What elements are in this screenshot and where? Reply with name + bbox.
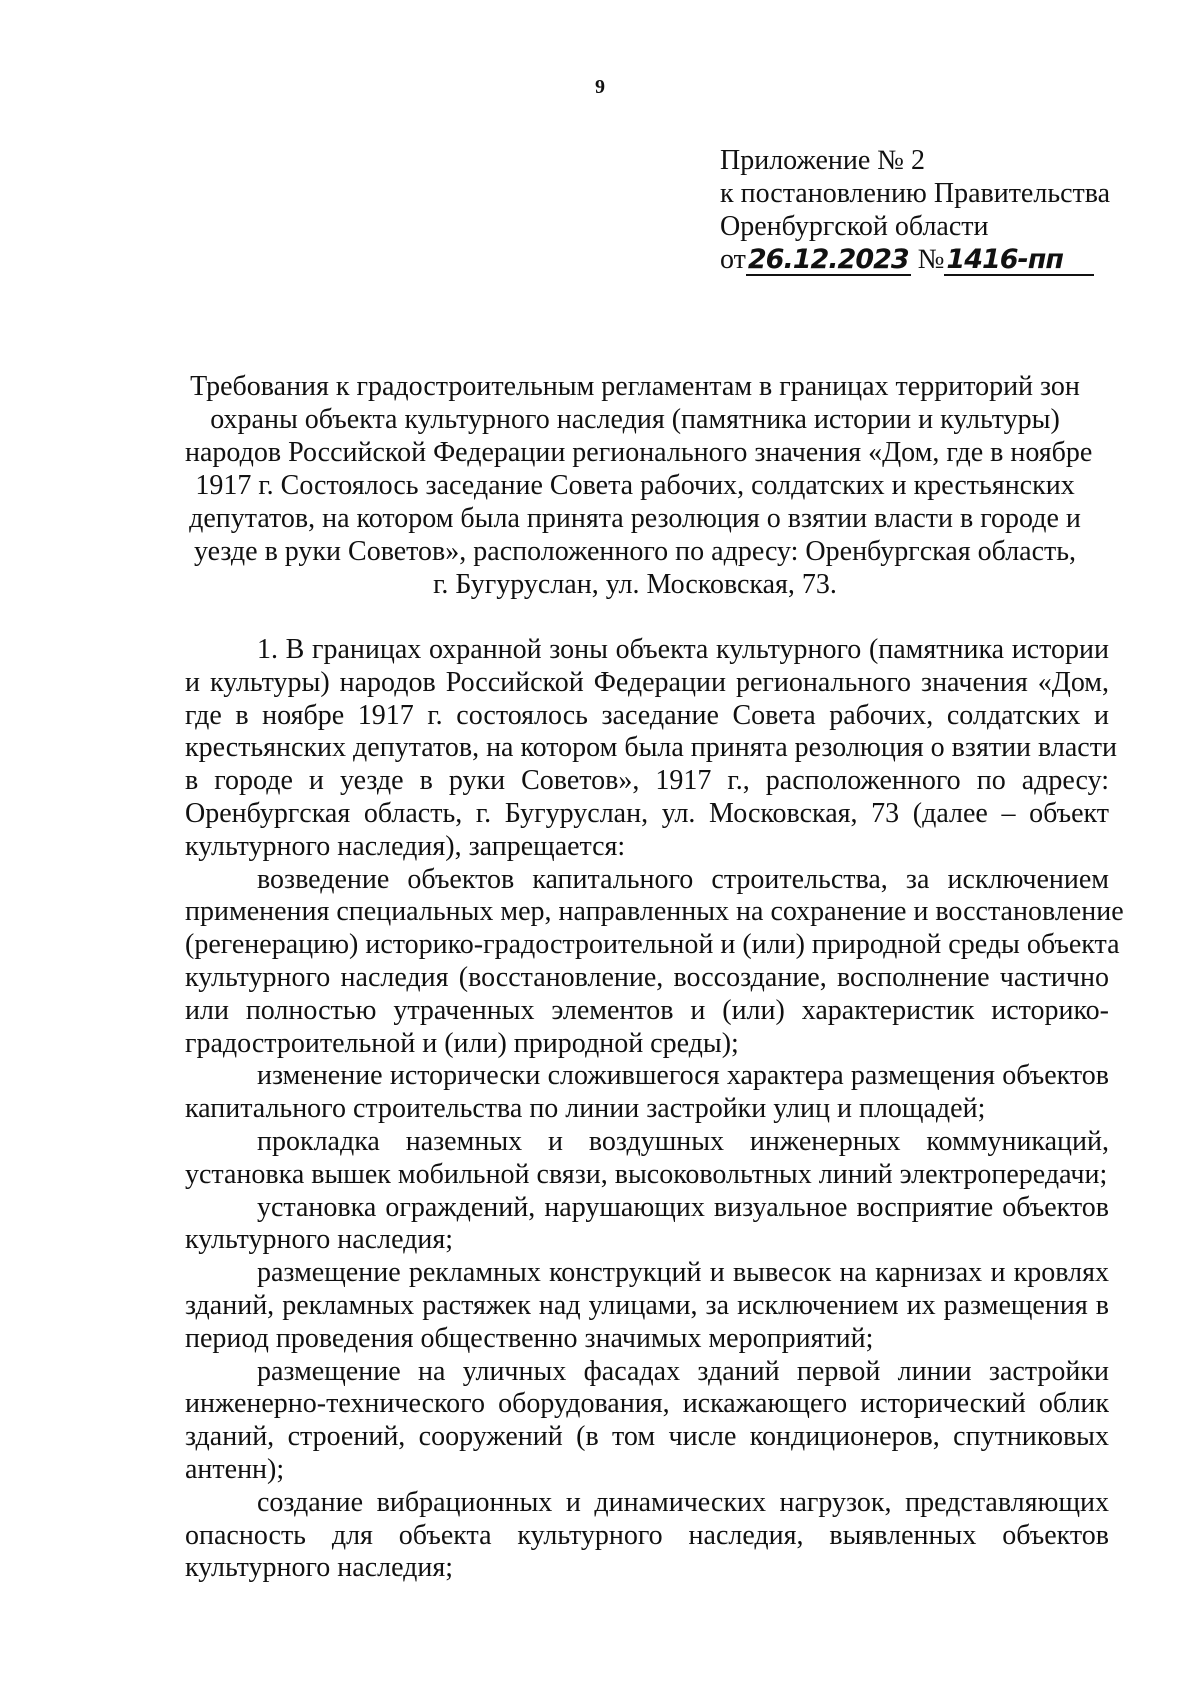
handwritten-date: 26.12.2023 [747,244,909,275]
body-line: крестьянских депутатов, на котором была принята резолюция о взятии власти [185,732,1117,764]
body-line: или полностью утраченных элементов и (или) характеристик историко- [185,994,1109,1026]
body-line: изменение исторически сложившегося характера размещения объектов [257,1060,1109,1092]
title-line: Требования к градостроительным регламентам в границах территорий зон [190,371,1080,402]
body-line: период проведения общественно значимых мероприятий; [185,1322,874,1354]
body-line: прокладка наземных и воздушных инженерных коммуникаций, [257,1125,1109,1157]
document-body [185,634,1124,1585]
appendix-header [720,144,1110,276]
body-line: культурного наследия; [185,1552,454,1584]
date-prefix: от [720,244,746,275]
body-line: размещение рекламных конструкций и вывесок на карнизах и кровлях [257,1257,1109,1289]
title-line: охраны объекта культурного наследия (памятника истории и культуры) [210,404,1060,435]
body-line: 1. В границах охранной зоны объекта культурного (памятника истории [257,634,1109,665]
title-line: уезде в руки Советов», расположенного по адресу: Оренбургская область, [193,536,1077,567]
handwritten-number: 1416-пп [946,244,1064,275]
body-line: антенн); [185,1453,285,1485]
title-line: 1917 г. Состоялось заседание Совета рабочих, солдатских и крестьянских [195,470,1075,501]
body-line: зданий, рекламных растяжек над улицами, за исключением их размещения в [185,1289,1109,1321]
body-line: культурного наследия; [185,1224,454,1256]
body-line: инженерно-технического оборудования, искажающего исторический облик [185,1388,1109,1420]
page-number: 9 [595,76,605,98]
body-line: градостроительной и (или) природной среды); [185,1027,739,1059]
title-line: депутатов, на котором была принята резолюция о взятии власти в городе и [189,503,1081,534]
document-title [185,370,1093,601]
body-line: культурного наследия (восстановление, воссоздание, восполнение частично [185,961,1109,993]
number-field [944,246,1094,276]
number-prefix: № [917,244,945,275]
body-line: Оренбургская область, г. Бугуруслан, ул. Московская, 73 (далее – объект [185,797,1109,829]
body-line: в городе и уезде в руки Советов», 1917 г., расположенного по адресу: [185,765,1109,797]
title-line: народов Российской Федерации регионального значения «Дом, где в ноябре [185,437,1093,468]
body-line: капитального строительства по линии застройки улиц и площадей; [185,1093,986,1125]
body-line: создание вибрационных и динамических нагрузок, представляющих [257,1486,1109,1518]
body-line: установка вышек мобильной связи, высоковольтных линий электропередачи; [185,1158,1108,1190]
appendix-title: Приложение № 2 [720,145,925,176]
title-line: г. Бугуруслан, ул. Московская, 73. [433,569,837,600]
appendix-date-number [720,243,1110,276]
body-line: установка ограждений, нарушающих визуальное восприятие объектов [257,1191,1109,1223]
body-line: размещение на уличных фасадах зданий первой линии застройки [257,1355,1109,1387]
body-line: применения специальных мер, направленных на сохранение и восстановление [185,896,1124,928]
body-line: и культуры) народов Российской Федерации регионального значения «Дом, [185,666,1109,698]
date-field [746,246,911,276]
body-line: зданий, строений, сооружений (в том числе кондиционеров, спутниковых [185,1421,1109,1453]
body-line: (регенерацию) историко-градостроительной и (или) природной среды объекта [185,929,1120,961]
body-line: возведение объектов капитального строительства, за исключением [257,863,1109,895]
body-line: где в ноябре 1917 г. состоялось заседание Совета рабочих, солдатских и [185,699,1109,731]
body-line: культурного наследия), запрещается: [185,830,626,862]
body-line: опасность для объекта культурного наследия, выявленных объектов [185,1519,1109,1551]
appendix-resolution: к постановлению Правительства [720,178,1111,209]
appendix-region: Оренбургской области [720,211,989,242]
